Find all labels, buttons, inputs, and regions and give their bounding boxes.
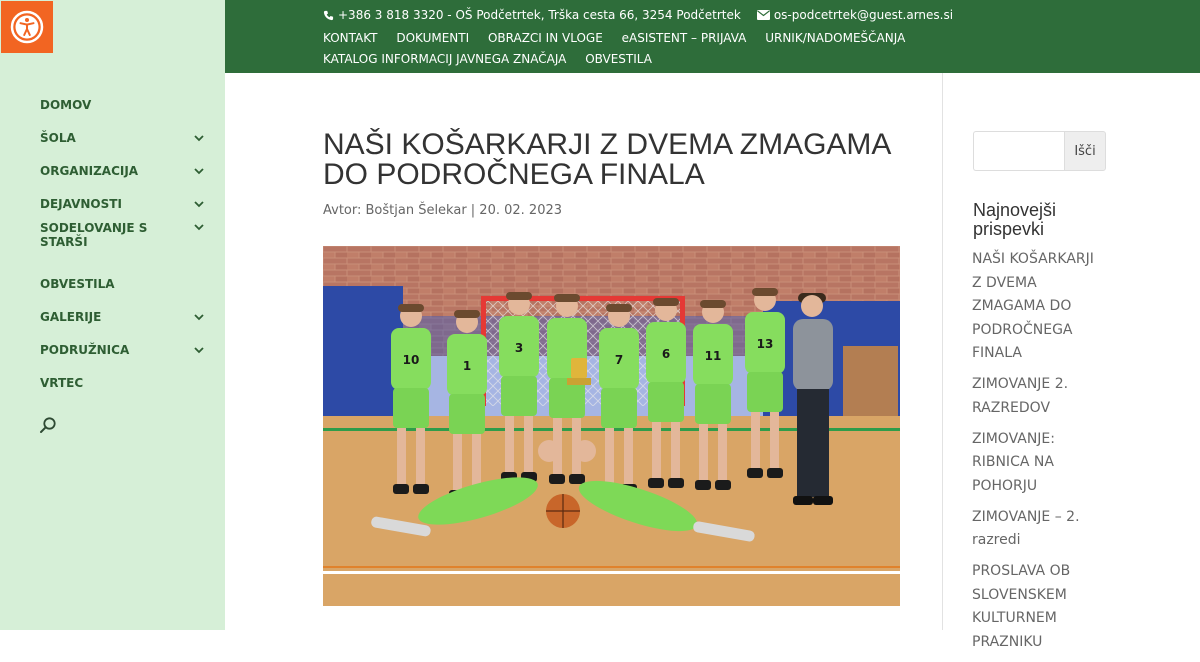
nav-item-dejavnosti[interactable] bbox=[40, 186, 210, 219]
nav-item-sodelovanje[interactable] bbox=[40, 219, 210, 266]
recent-post-link[interactable]: PROSLAVA OB SLOVENSKEM KULTURNEM PRAZNIKU bbox=[972, 563, 1071, 650]
nav-item-sola[interactable] bbox=[40, 120, 210, 153]
recent-post-link[interactable]: ZIMOVANJE – 2. razredi bbox=[972, 508, 1080, 548]
recent-post-link[interactable]: ZIMOVANJE 2. RAZREDOV bbox=[972, 376, 1069, 416]
phone-text: +386 3 818 3320 - OŠ Podčetrtek, Trška cesta 66, 3254 Podčetrtek bbox=[338, 8, 741, 22]
nav-item-label: DOMOV bbox=[40, 97, 92, 112]
jersey-number: 10 bbox=[402, 353, 420, 367]
search-input[interactable] bbox=[973, 131, 1064, 171]
chevron-down-icon[interactable] bbox=[193, 311, 205, 323]
recent-post-link[interactable]: ZIMOVANJE: RIBNICA NA POHORJU bbox=[972, 430, 1055, 494]
article-title: NAŠI KOŠARKARJI Z DVEMA ZMAGAMA DO PODROČNEGA FINALA bbox=[323, 128, 890, 191]
jersey-number: 7 bbox=[614, 353, 624, 367]
email-text: os-podcetrtek@guest.arnes.si bbox=[773, 8, 954, 22]
nav-item-label: OBVESTILA bbox=[40, 276, 115, 291]
team-photo-image bbox=[323, 246, 900, 606]
nav-item-galerije[interactable] bbox=[40, 299, 210, 332]
accessibility-icon bbox=[10, 10, 44, 44]
article-header bbox=[323, 130, 900, 218]
chevron-down-icon[interactable] bbox=[193, 165, 205, 177]
jersey-number: 11 bbox=[704, 349, 722, 363]
top-link-obvestila[interactable]: OBVESTILA bbox=[585, 52, 652, 66]
nav-item-domov[interactable] bbox=[40, 87, 210, 120]
nav-item-podruznica[interactable] bbox=[40, 332, 210, 365]
nav-item-label: ORGANIZACIJA bbox=[40, 163, 139, 178]
sidebar bbox=[0, 0, 225, 630]
nav-item-label: SODELOVANJE S STARŠI bbox=[40, 221, 148, 249]
jersey-number: 3 bbox=[514, 341, 524, 355]
nav-item-organizacija[interactable] bbox=[40, 153, 210, 186]
top-link-dokumenti[interactable]: DOKUMENTI bbox=[396, 31, 470, 45]
top-link-easistent[interactable]: eASISTENT – PRIJAVA bbox=[621, 31, 747, 45]
nav-item-label: ŠOLA bbox=[40, 130, 76, 145]
jersey-number: 6 bbox=[661, 347, 671, 361]
top-link-urnik[interactable]: URNIK/NADOMEŠČANJA bbox=[765, 31, 906, 45]
search-icon[interactable] bbox=[38, 416, 58, 436]
content-divider bbox=[942, 73, 943, 630]
phone-item[interactable] bbox=[323, 8, 741, 22]
accessibility-button[interactable] bbox=[1, 1, 53, 53]
chevron-down-icon[interactable] bbox=[193, 132, 205, 144]
main-nav bbox=[40, 87, 210, 398]
email-item[interactable] bbox=[757, 8, 953, 22]
top-link-obrazci[interactable]: OBRAZCI IN VLOGE bbox=[487, 31, 603, 45]
chevron-down-icon[interactable] bbox=[193, 344, 205, 356]
nav-item-obvestila[interactable] bbox=[40, 266, 210, 299]
envelope-icon bbox=[757, 10, 770, 20]
nav-item-label: PODRUŽNICA bbox=[40, 342, 130, 357]
jersey-number: 13 bbox=[756, 337, 774, 351]
top-link-kontakt[interactable]: KONTAKT bbox=[323, 31, 378, 45]
top-links bbox=[323, 28, 943, 70]
recent-posts-list bbox=[972, 248, 1107, 662]
nav-item-vrtec[interactable] bbox=[40, 365, 210, 398]
article-meta: Avtor: Boštjan Šelekar | 20. 02. 2023 bbox=[323, 203, 563, 218]
chevron-down-icon[interactable] bbox=[193, 198, 205, 210]
nav-item-label: GALERIJE bbox=[40, 309, 102, 324]
recent-posts-heading: Najnovejši prispevki bbox=[973, 200, 1057, 239]
nav-item-label: VRTEC bbox=[40, 375, 84, 390]
phone-icon bbox=[323, 10, 334, 21]
top-bar bbox=[225, 0, 1200, 73]
widget-search bbox=[973, 131, 1106, 171]
contact-info bbox=[323, 8, 953, 22]
recent-post-link[interactable]: NAŠI KOŠARKARJI Z DVEMA ZMAGAMA DO PODROČNEGA FINALA bbox=[972, 251, 1094, 361]
nav-item-label: DEJAVNOSTI bbox=[40, 196, 122, 211]
search-button[interactable]: Išči bbox=[1064, 131, 1106, 171]
chevron-down-icon[interactable] bbox=[193, 221, 205, 233]
article-photo[interactable] bbox=[323, 246, 900, 606]
jersey-number: 1 bbox=[462, 359, 472, 373]
top-link-katalog[interactable]: KATALOG INFORMACIJ JAVNEGA ZNAČAJA bbox=[323, 52, 567, 66]
